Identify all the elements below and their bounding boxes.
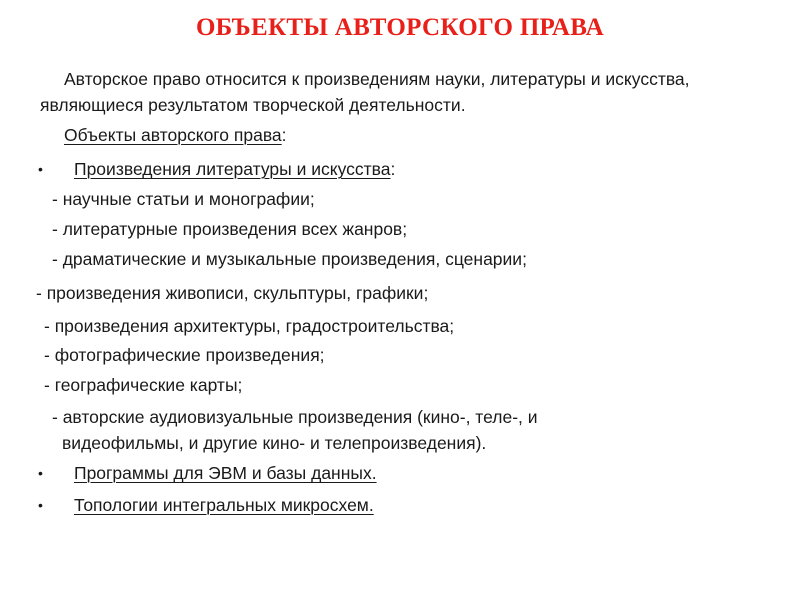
- sub-item: - драматические и музыкальные произведения, сценарии;: [52, 249, 527, 269]
- bullet-icon: •: [38, 497, 43, 513]
- sub-item: - фотографические произведения;: [44, 345, 325, 365]
- bullet-icon: •: [38, 465, 43, 481]
- bullet-icon: •: [38, 161, 43, 177]
- intro-paragraph: Авторское право относится к произведениям науки, литературы и искусства, являющиеся результатом творческой деятельности.: [40, 69, 690, 115]
- list-item-works-colon: :: [390, 159, 396, 179]
- sub-item-continuation: видеофильмы, и другие кино- и телепроизведения).: [62, 433, 487, 453]
- list-item-topology: Топологии интегральных микросхем.: [74, 495, 374, 515]
- sub-item: - литературные произведения всех жанров;: [52, 219, 408, 239]
- objects-subheading-colon: :: [281, 125, 287, 145]
- sub-item: - произведения живописи, скульптуры, графики;: [36, 283, 429, 303]
- sub-item: - географические карты;: [44, 375, 243, 395]
- objects-subheading-label: Объекты авторского права: [64, 125, 282, 145]
- list-item-works-label: Произведения литературы и искусства: [74, 159, 391, 179]
- list-item-works: [74, 156, 395, 182]
- sub-item: - научные статьи и монографии;: [52, 189, 315, 209]
- sub-item: - произведения архитектуры, градостроительства;: [44, 316, 455, 336]
- objects-subheading: [64, 122, 287, 148]
- list-item-programs: Программы для ЭВМ и базы данных.: [74, 463, 377, 483]
- sub-item: - авторские аудиовизуальные произведения (кино-, теле-, и: [52, 407, 538, 427]
- slide-title: ОБЪЕКТЫ АВТОРСКОГО ПРАВА: [195, 14, 605, 41]
